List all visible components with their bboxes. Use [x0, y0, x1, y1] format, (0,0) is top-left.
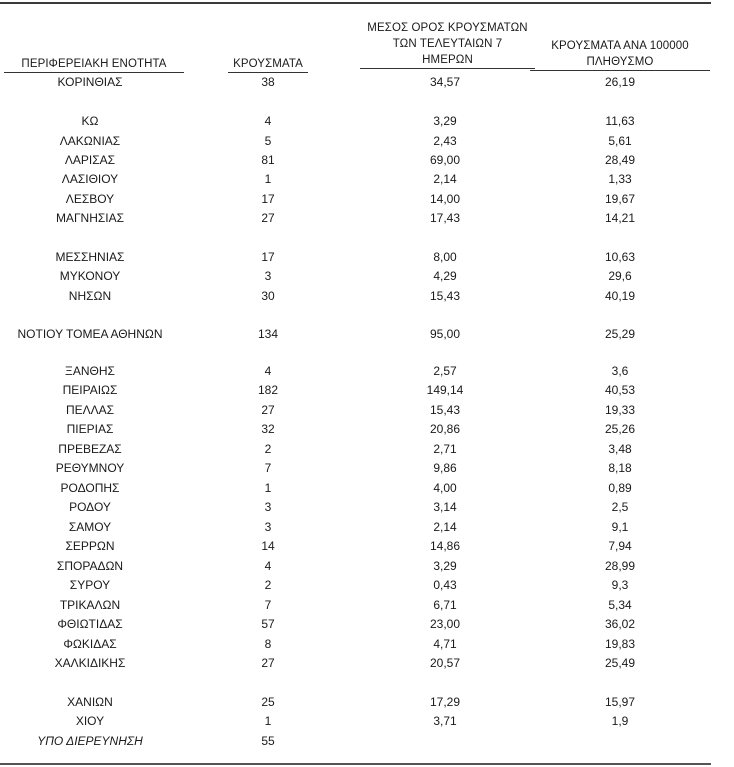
cases-cell: 3 — [264, 269, 272, 283]
region-cell: ΦΘΙΩΤΙΔΑΣ — [57, 617, 123, 631]
cases-cell: 55 — [261, 734, 275, 748]
per-100k-cell: 2,5 — [611, 500, 629, 514]
avg-7day-cell: 15,43 — [429, 289, 461, 303]
cases-cell: 38 — [261, 75, 275, 89]
cases-cell: 1 — [264, 172, 272, 186]
table-row — [0, 558, 734, 575]
avg-7day-cell: 6,71 — [433, 598, 457, 612]
header-avg-line-1: ΜΕΣΟΣ ΟΡΟΣ ΚΡΟΥΣΜΑΤΩΝ — [367, 22, 528, 34]
cases-cell: 27 — [261, 656, 275, 670]
per-100k-cell: 26,19 — [604, 75, 636, 89]
region-cell: ΧΑΛΚΙΔΙΚΗΣ — [54, 656, 126, 670]
cases-cell: 2 — [264, 442, 272, 456]
table-row — [0, 597, 734, 614]
cases-cell: 17 — [261, 250, 275, 264]
cases-cell: 3 — [264, 500, 272, 514]
region-cell: ΚΟΡΙΝΘΙΑΣ — [57, 75, 123, 89]
region-cell: ΝΟΤΙΟΥ ΤΟΜΕΑ ΑΘΗΝΩΝ — [17, 327, 163, 341]
region-cell: ΝΗΣΩΝ — [68, 289, 112, 303]
bottom-rule — [0, 763, 711, 765]
region-cell: ΛΑΚΩΝΙΑΣ — [59, 134, 121, 148]
region-cell: ΡΕΘΥΜΝΟΥ — [55, 461, 125, 475]
region-cell: ΠΙΕΡΙΑΣ — [66, 422, 114, 436]
table-row — [0, 191, 734, 208]
per-100k-cell: 25,26 — [604, 422, 636, 436]
avg-7day-cell: 3,71 — [433, 714, 457, 728]
region-cell: ΧΑΝΙΩΝ — [67, 695, 113, 709]
region-cell: ΛΑΡΙΣΑΣ — [64, 153, 116, 167]
table-row — [0, 74, 734, 91]
cases-cell: 182 — [257, 383, 279, 397]
cases-cell: 17 — [261, 192, 275, 206]
cases-cell: 7 — [264, 598, 272, 612]
per-100k-cell: 36,02 — [604, 617, 636, 631]
table-row — [0, 519, 734, 536]
cases-cell: 30 — [261, 289, 275, 303]
cases-cell: 8 — [264, 637, 272, 651]
per-100k-cell: 9,3 — [611, 578, 629, 592]
header-region — [4, 56, 184, 73]
per-100k-cell: 10,63 — [604, 250, 636, 264]
per-100k-cell: 19,33 — [604, 403, 636, 417]
cases-cell: 4 — [264, 559, 272, 573]
table-row — [0, 538, 734, 555]
per-100k-cell: 19,67 — [604, 192, 636, 206]
region-cell: ΣΑΜΟΥ — [68, 520, 112, 534]
avg-7day-cell: 2,57 — [433, 364, 457, 378]
cases-cell: 3 — [264, 520, 272, 534]
region-cell: ΜΥΚΟΝΟΥ — [59, 269, 121, 283]
table-row — [0, 210, 734, 227]
region-cell: ΦΩΚΙΔΑΣ — [63, 637, 117, 651]
header-per100k — [530, 38, 710, 71]
avg-7day-cell: 15,43 — [429, 403, 461, 417]
table-row — [0, 421, 734, 438]
cases-cell: 5 — [264, 134, 272, 148]
table-row — [0, 171, 734, 188]
avg-7day-cell: 95,00 — [429, 327, 461, 341]
table-row — [0, 288, 734, 305]
table-row — [0, 441, 734, 458]
cases-cell: 14 — [261, 539, 275, 553]
table-row — [0, 152, 734, 169]
avg-7day-cell: 3,29 — [433, 114, 457, 128]
table-row — [0, 249, 734, 266]
region-cell: ΤΡΙΚΑΛΩΝ — [59, 598, 121, 612]
header-per100k-line-1: ΚΡΟΥΣΜΑΤΑ ΑΝΑ 100000 — [551, 40, 689, 52]
avg-7day-cell: 17,43 — [429, 211, 461, 225]
region-cell: ΡΟΔΟΠΗΣ — [60, 481, 120, 495]
header-per100k-line-2: ΠΛΗΘΥΣΜΟ — [530, 54, 710, 71]
per-100k-cell: 14,21 — [604, 211, 636, 225]
avg-7day-cell: 20,86 — [429, 422, 461, 436]
avg-7day-cell: 20,57 — [429, 656, 461, 670]
avg-7day-cell: 14,86 — [429, 539, 461, 553]
per-100k-cell: 28,99 — [604, 559, 636, 573]
cases-cell: 81 — [261, 153, 275, 167]
region-cell: ΣΕΡΡΩΝ — [65, 539, 115, 553]
cases-cell: 57 — [261, 617, 275, 631]
avg-7day-cell: 4,71 — [433, 637, 457, 651]
per-100k-cell: 25,29 — [604, 327, 636, 341]
avg-7day-cell: 2,43 — [433, 134, 457, 148]
table-row — [0, 402, 734, 419]
region-cell: ΠΕΛΛΑΣ — [65, 403, 115, 417]
per-100k-cell: 5,34 — [608, 598, 632, 612]
per-100k-cell: 25,49 — [604, 656, 636, 670]
per-100k-cell: 8,18 — [608, 461, 632, 475]
per-100k-cell: 9,1 — [611, 520, 629, 534]
region-cell: ΜΕΣΣΗΝΙΑΣ — [55, 250, 125, 264]
table-row — [0, 616, 734, 633]
table-row — [0, 113, 734, 130]
cases-cell: 4 — [264, 364, 272, 378]
cases-cell: 134 — [257, 327, 279, 341]
table-row — [0, 382, 734, 399]
table-row — [0, 499, 734, 516]
header-region-label: ΠΕΡΙΦΕΡΕΙΑΚΗ ΕΝΟΤΗΤΑ — [4, 56, 184, 73]
avg-7day-cell: 0,43 — [433, 578, 457, 592]
avg-7day-cell: 4,00 — [433, 481, 457, 495]
avg-7day-cell: 23,00 — [429, 617, 461, 631]
cases-cell: 27 — [261, 403, 275, 417]
table-row — [0, 326, 734, 343]
per-100k-cell: 15,97 — [604, 695, 636, 709]
header-cases-label: ΚΡΟΥΣΜΑΤΑ — [228, 56, 308, 73]
cases-cell: 32 — [261, 422, 275, 436]
table-row — [0, 713, 734, 730]
per-100k-cell: 40,19 — [604, 289, 636, 303]
table-row — [0, 480, 734, 497]
avg-7day-cell: 14,00 — [429, 192, 461, 206]
header-cases — [228, 56, 308, 73]
region-cell: ΛΕΣΒΟΥ — [65, 192, 115, 206]
avg-7day-cell: 2,14 — [433, 520, 457, 534]
region-cell: ΣΥΡΟΥ — [69, 578, 111, 592]
per-100k-cell: 7,94 — [608, 539, 632, 553]
region-cell: ΚΩ — [81, 114, 99, 128]
avg-7day-cell: 34,57 — [429, 75, 461, 89]
cases-cell: 25 — [261, 695, 275, 709]
table-row — [0, 268, 734, 285]
cases-cell: 1 — [264, 714, 272, 728]
avg-7day-cell: 17,29 — [429, 695, 461, 709]
per-100k-cell: 29,6 — [608, 269, 632, 283]
top-rule — [0, 2, 711, 4]
per-100k-cell: 5,61 — [608, 134, 632, 148]
per-100k-cell: 11,63 — [605, 114, 635, 128]
avg-7day-cell: 4,29 — [433, 269, 457, 283]
table-row — [0, 694, 734, 711]
table-row — [0, 363, 734, 380]
region-cell: ΞΑΝΘΗΣ — [65, 364, 115, 378]
avg-7day-cell: 2,14 — [433, 172, 457, 186]
region-cell: ΡΟΔΟΥ — [69, 500, 111, 514]
region-cell: ΜΑΓΝΗΣΙΑΣ — [55, 211, 125, 225]
cases-cell: 27 — [261, 211, 275, 225]
avg-7day-cell: 3,14 — [433, 500, 457, 514]
region-cell: ΣΠΟΡΑΔΩΝ — [56, 559, 124, 573]
cases-cell: 1 — [264, 481, 272, 495]
header-avg-line-3: ΗΜΕΡΩΝ — [360, 52, 535, 69]
per-100k-cell: 28,49 — [604, 153, 636, 167]
avg-7day-cell: 149,14 — [426, 383, 464, 397]
region-cell: ΛΑΣΙΘΙΟΥ — [61, 172, 119, 186]
header-avg — [360, 20, 535, 69]
region-cell: ΥΠΟ ΔΙΕΡΕΥΝΗΣΗ — [37, 734, 143, 748]
per-100k-cell: 1,33 — [608, 172, 632, 186]
per-100k-cell: 0,89 — [608, 481, 632, 495]
avg-7day-cell: 3,29 — [433, 559, 457, 573]
cases-cell: 2 — [264, 578, 272, 592]
table-row — [0, 655, 734, 672]
cases-cell: 4 — [264, 114, 272, 128]
region-cell: ΧΙΟΥ — [75, 714, 105, 728]
per-100k-cell: 40,53 — [604, 383, 636, 397]
table-row — [0, 733, 734, 750]
per-100k-cell: 19,83 — [604, 637, 636, 651]
avg-7day-cell: 69,00 — [429, 153, 461, 167]
avg-7day-cell: 9,86 — [433, 461, 457, 475]
cases-cell: 7 — [264, 461, 272, 475]
avg-7day-cell: 8,00 — [433, 250, 457, 264]
per-100k-cell: 1,9 — [611, 714, 629, 728]
header-avg-line-2: ΤΩΝ ΤΕΛΕΥΤΑΙΩΝ 7 — [392, 38, 503, 50]
avg-7day-cell: 2,71 — [433, 442, 457, 456]
per-100k-cell: 3,6 — [611, 364, 629, 378]
table-row — [0, 460, 734, 477]
table-row — [0, 636, 734, 653]
region-cell: ΠΡΕΒΕΖΑΣ — [58, 442, 122, 456]
table-row — [0, 577, 734, 594]
per-100k-cell: 3,48 — [608, 442, 632, 456]
region-cell: ΠΕΙΡΑΙΩΣ — [62, 383, 118, 397]
table-row — [0, 133, 734, 150]
